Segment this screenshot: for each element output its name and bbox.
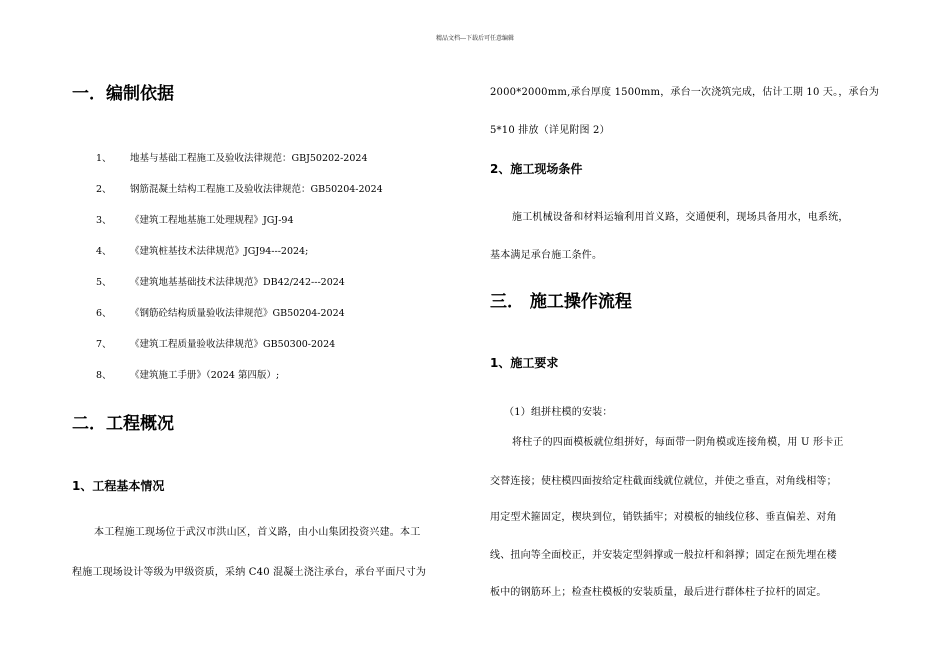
reference-item [96, 305, 345, 319]
paragraph-line: 施工机械设备和材料运输利用首义路，交通便利，现场具备用水，电系统， [512, 212, 849, 223]
reference-text: 《建筑地基基础技术法律规范》DB42/242---2024 [130, 277, 345, 288]
reference-item [96, 336, 335, 350]
reference-number: 7、 [96, 339, 112, 350]
paragraph-line: 板中的钢筋环上；检查柱模板的安装质量，最后进行群体柱子拉杆的固定。 [490, 587, 827, 598]
reference-text: 《钢筋砼结构质量验收法律规范》GB50204-2024 [130, 308, 345, 319]
page-header: 精品文档---下载后可任意编辑 [435, 35, 515, 42]
item-title: （1）组拼柱模的安装： [504, 407, 613, 418]
reference-number: 5、 [96, 277, 112, 288]
reference-number: 8、 [96, 370, 112, 381]
subsection-title-basic-info: 1、工程基本情况 [72, 479, 165, 493]
reference-text: 钢筋混凝土结构工程施工及验收法律规范：GB50204-2024 [130, 184, 383, 195]
reference-number: 4、 [96, 246, 112, 257]
reference-item [96, 150, 368, 164]
section-title-basis: 一．编制依据 [72, 84, 174, 104]
reference-item [96, 243, 308, 257]
reference-number: 3、 [96, 215, 112, 226]
paragraph-line: 本工程施工现场位于武汉市洪山区，首义路，由小山集团投资兴建。本工 [94, 527, 421, 538]
section-title-overview: 二．工程概况 [72, 414, 174, 434]
reference-text: 《建筑施工手册》（2024 第四版）; [130, 370, 280, 381]
reference-number: 1、 [96, 153, 112, 164]
reference-number: 2、 [96, 184, 112, 195]
paragraph-line: 线、扭向等全面校正，并安装定型斜撑或一般拉杆和斜撑；固定在预先埋在楼 [490, 550, 837, 561]
reference-item [96, 367, 279, 381]
paragraph-line: 将柱子的四面模板就位组拼好，每面带一阴角模或连接角模，用 U 形卡正 [512, 437, 844, 448]
reference-number: 6、 [96, 308, 112, 319]
paragraph-line: 2000*2000mm,承台厚度 1500mm，承台一次浇筑完成，估计工期 10 天。，承台为 [490, 87, 880, 98]
reference-text: 《建筑工程地基施工处理规程》JGJ-94 [130, 215, 294, 226]
section-title-procedure: 三． 施工操作流程 [490, 292, 632, 312]
paragraph-line: 用定型术箍固定，楔块到位，销铁插牢；对模板的轴线位移、垂直偏差、对角 [490, 512, 837, 523]
paragraph-line: 交替连接；使柱模四面按给定柱截面线就位就位，并使之垂直，对角线相等； [490, 476, 837, 487]
reference-item [96, 274, 345, 288]
reference-item [96, 181, 383, 195]
paragraph-line: 基本满足承台施工条件。 [490, 250, 603, 261]
reference-item [96, 212, 294, 226]
reference-text: 《建筑桩基技术法律规范》JGJ94---2024; [130, 246, 309, 257]
reference-text: 《建筑工程质量验收法律规范》GB50300-2024 [130, 339, 336, 350]
reference-text: 地基与基础工程施工及验收法律规范：GBJ50202-2024 [130, 153, 368, 164]
subsection-title-requirements: 1、施工要求 [490, 356, 559, 370]
paragraph-line: 程施工现场设计等级为甲级资质，采纳 C40 混凝土浇注承台，承台平面尺寸为 [72, 567, 427, 578]
paragraph-line: 5*10 排放（详见附图 2） [490, 125, 610, 136]
subsection-title-site-conditions: 2、施工现场条件 [490, 162, 583, 176]
